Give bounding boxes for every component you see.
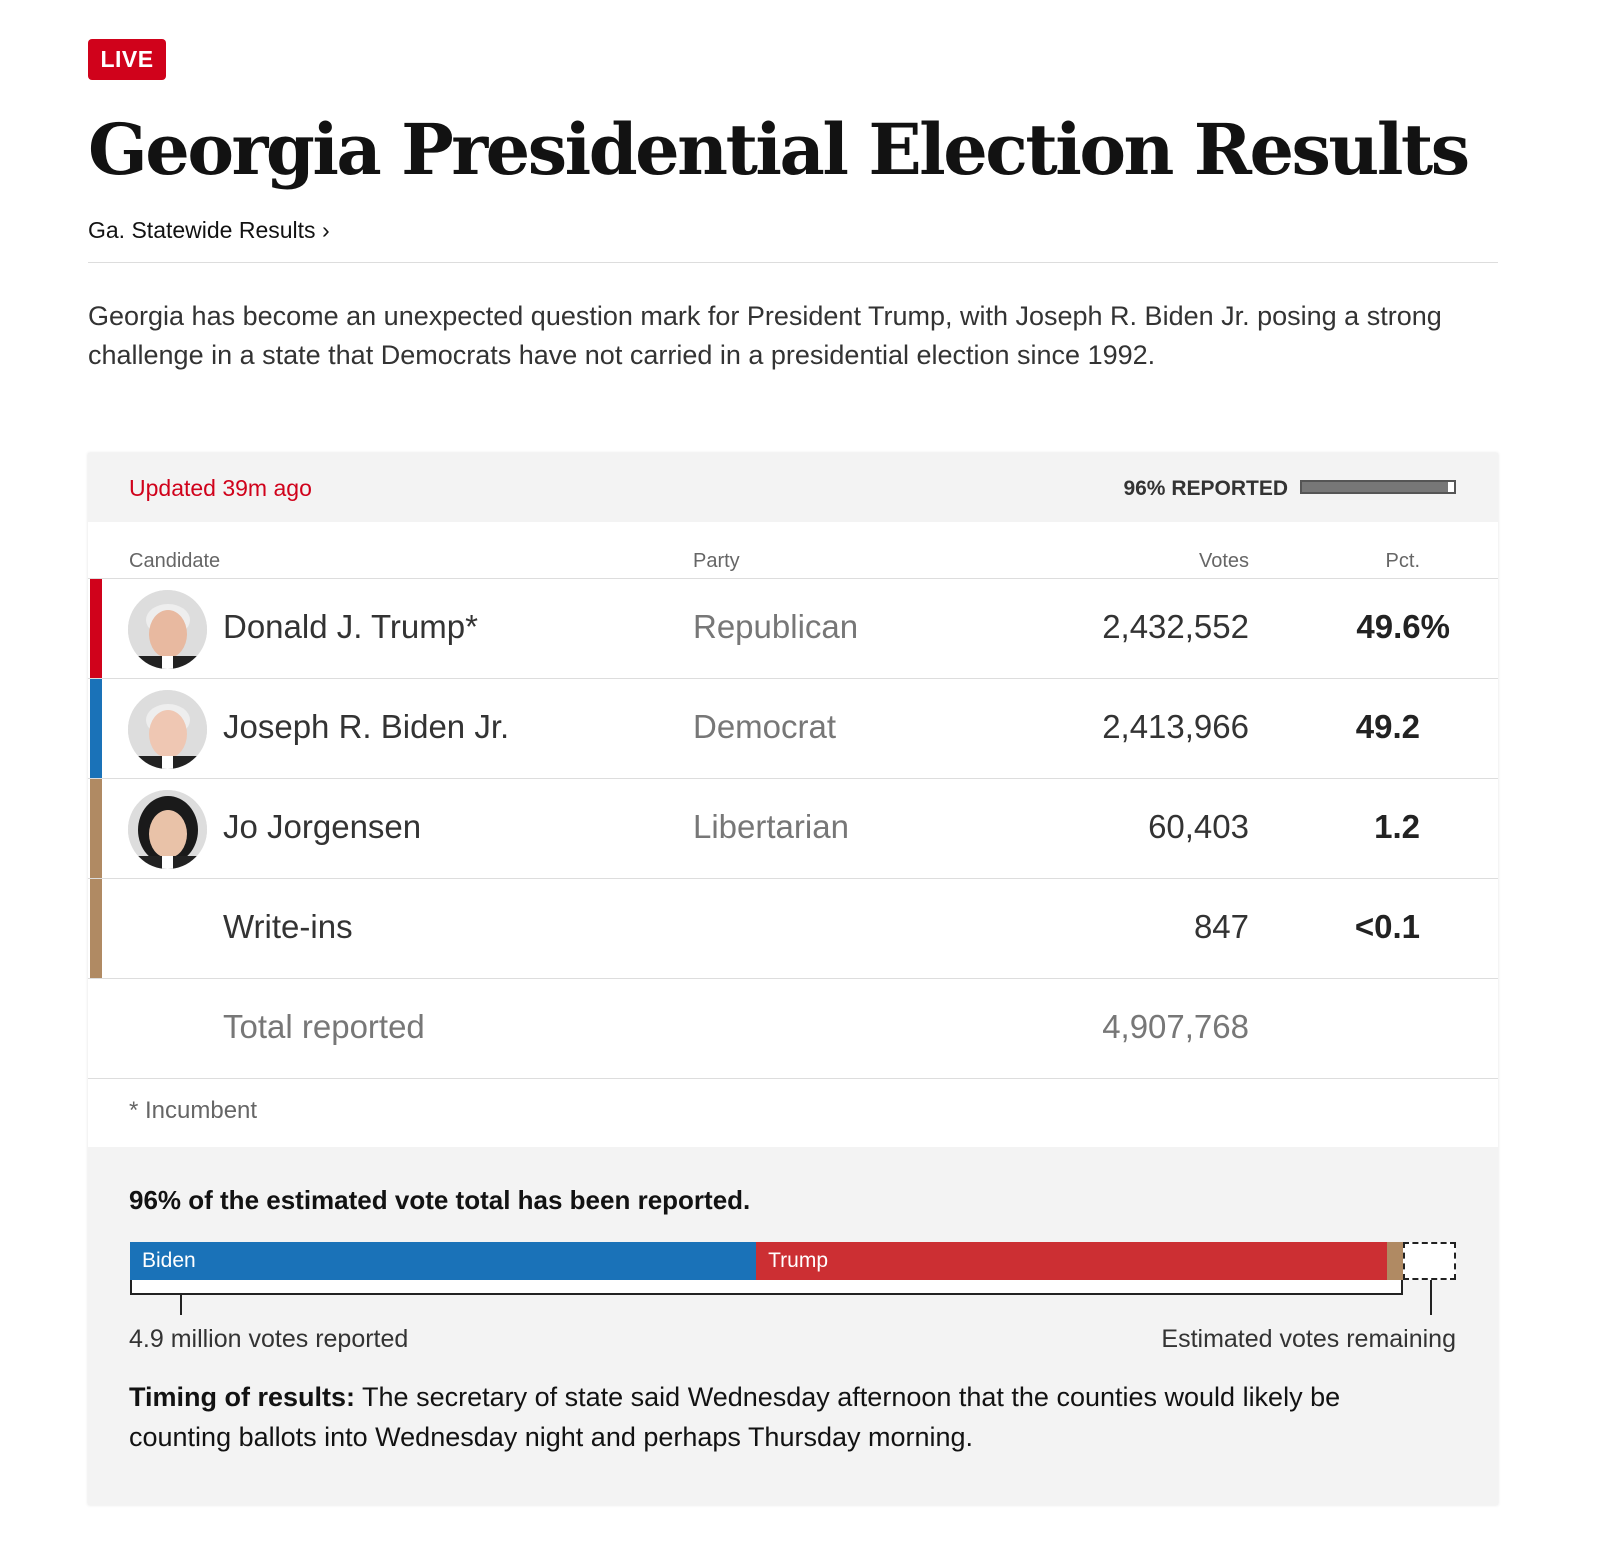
divider	[88, 262, 1498, 263]
timing-label: Timing of results:	[129, 1382, 356, 1412]
candidate-pct: 49.6%	[1356, 608, 1450, 645]
reported-label: 96% REPORTED	[1123, 477, 1288, 500]
votes-reported-label: 4.9 million votes reported	[129, 1325, 409, 1353]
results-table	[88, 522, 1498, 1147]
votes-remaining-label: Estimated votes remaining	[1161, 1325, 1456, 1353]
timing-text: The secretary of state said Wednesday afternoon that the counties would likely be counting ballots into Wednesday night and perhaps Thursday morning.	[129, 1382, 1341, 1452]
party-color-stripe	[90, 879, 102, 978]
estimate-heading: 96% of the estimated vote total has been reported.	[129, 1185, 751, 1215]
bar-segment-remaining	[1403, 1242, 1456, 1280]
remaining-tick	[1430, 1280, 1432, 1315]
total-row	[88, 979, 1498, 1079]
party-color-stripe	[90, 579, 102, 678]
reported-tick	[180, 1295, 182, 1315]
updated-time: Updated 39m ago	[129, 475, 312, 501]
candidate-name: Jo Jorgensen	[223, 808, 422, 845]
candidate-photo	[128, 690, 207, 769]
header-pct: Pct.	[1385, 550, 1420, 572]
reported-progress-fill	[1302, 482, 1448, 492]
bar-segment-biden: Biden	[130, 1242, 756, 1280]
header-candidate: Candidate	[129, 550, 221, 572]
candidate-photo	[128, 790, 207, 869]
timing-note	[129, 1377, 1429, 1457]
candidate-name: Write-ins	[223, 908, 353, 945]
footnote-row	[88, 1079, 1498, 1147]
reported-progress-bar	[1300, 480, 1456, 494]
candidate-party: Libertarian	[693, 808, 849, 845]
candidate-row	[88, 879, 1498, 979]
statewide-results-link[interactable]: Ga. Statewide Results ›	[88, 217, 330, 243]
candidate-votes: 2,432,552	[1102, 608, 1249, 645]
candidate-row	[88, 679, 1498, 779]
total-label: Total reported	[223, 1008, 425, 1045]
table-header	[88, 522, 1498, 579]
description: Georgia has become an unexpected question mark for President Trump, with Joseph R. Biden Jr. posing a strong challenge in a state that Democrats have not carried in a presidential election since 1992.	[88, 301, 1442, 370]
header-party: Party	[693, 550, 740, 572]
candidate-pct: 1.2	[1374, 808, 1420, 845]
candidate-photo	[128, 590, 207, 669]
party-color-stripe	[90, 679, 102, 778]
bar-segment-trump: Trump	[756, 1242, 1387, 1280]
candidate-pct: <0.1	[1354, 908, 1420, 945]
candidate-row	[88, 779, 1498, 879]
incumbent-footnote: * Incumbent	[129, 1097, 258, 1124]
candidate-party: Republican	[693, 608, 859, 645]
candidate-votes: 847	[1193, 908, 1249, 945]
candidate-name: Joseph R. Biden Jr.	[223, 708, 510, 745]
results-card	[88, 453, 1498, 1505]
estimate-bar	[130, 1242, 1456, 1280]
live-badge: LIVE	[88, 39, 166, 80]
candidate-votes: 2,413,966	[1102, 708, 1249, 745]
party-color-stripe	[90, 779, 102, 878]
candidate-row	[88, 579, 1498, 679]
candidate-pct: 49.2	[1355, 708, 1420, 745]
reported-bracket	[130, 1280, 1403, 1295]
candidate-party: Democrat	[693, 708, 837, 745]
total-votes: 4,907,768	[1102, 1008, 1249, 1045]
candidate-name: Donald J. Trump*	[223, 608, 478, 645]
candidate-votes: 60,403	[1148, 808, 1249, 845]
page-title: Georgia Presidential Election Results	[88, 108, 1468, 191]
header-votes: Votes	[1198, 550, 1249, 572]
